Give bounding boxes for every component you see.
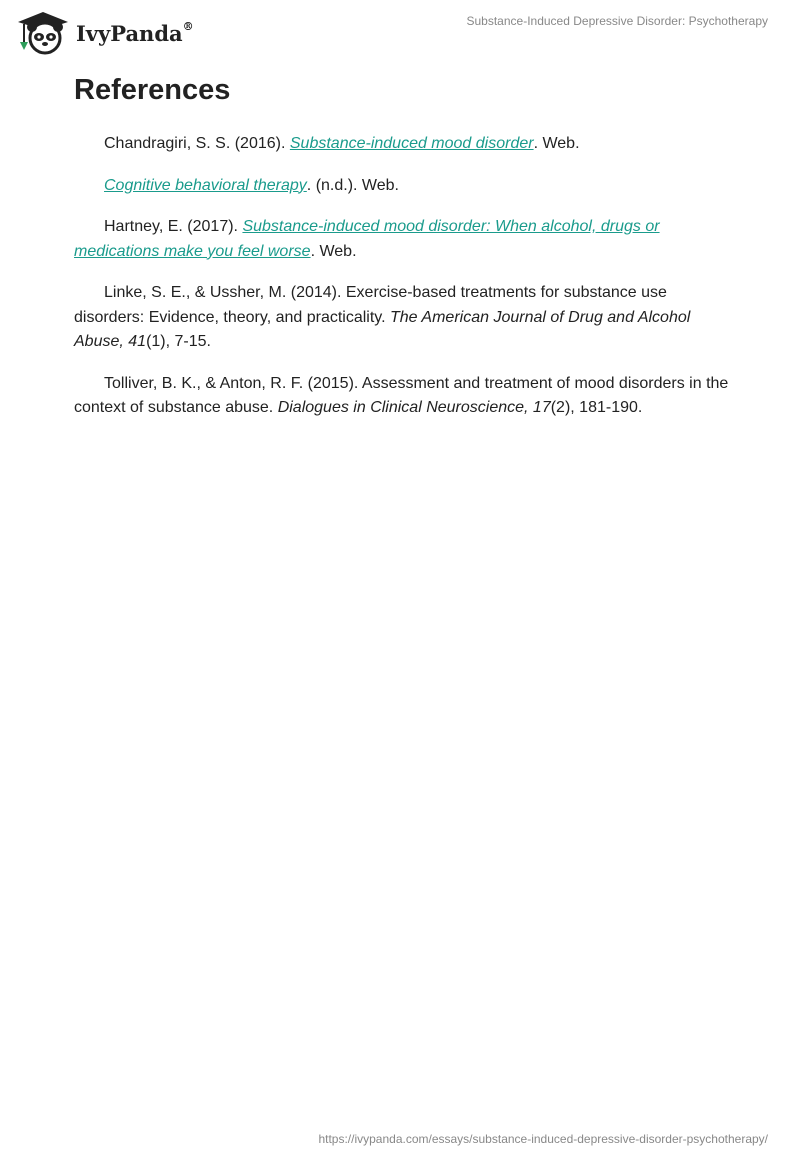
journal-title: Dialogues in Clinical Neuroscience, 17 bbox=[277, 399, 551, 416]
page-title: References bbox=[74, 74, 231, 106]
running-title: Substance-Induced Depressive Disorder: Psychotherapy bbox=[466, 14, 768, 28]
reference-item: Chandragiri, S. S. (2016). Substance-induced mood disorder. Web. bbox=[104, 135, 580, 152]
reference-link[interactable]: Substance-induced mood disorder: When alcohol, drugs or medications make you feel worse bbox=[74, 218, 660, 260]
reference-link[interactable]: Cognitive behavioral therapy bbox=[104, 176, 307, 194]
brand-name: IvyPanda® bbox=[76, 19, 194, 46]
reference-list bbox=[74, 132, 734, 438]
ivypanda-logo[interactable] bbox=[14, 8, 194, 56]
reference-link[interactable]: Substance-induced mood disorder bbox=[289, 135, 534, 152]
journal-title: The American Journal of Drug and Alcohol Abuse, 41 bbox=[74, 308, 691, 350]
reference-item: Cognitive behavioral therapy. (n.d.). Web. bbox=[104, 176, 399, 194]
reference-item: Hartney, E. (2017). Substance-induced mood disorder: When alcohol, drugs or medications make you feel worse. Web. bbox=[74, 218, 660, 260]
panda-graduation-icon bbox=[14, 8, 72, 56]
reference-item: Tolliver, B. K., & Anton, R. F. (2015). Assessment and treatment of mood disorders in the context of substance abuse. Dialogues in Clinical Neuroscience, 17(2), 181-190. bbox=[74, 374, 729, 416]
page-header bbox=[0, 0, 800, 64]
source-url[interactable]: https://ivypanda.com/essays/substance-induced-depressive-disorder-psychotherapy/ bbox=[318, 1132, 768, 1146]
reference-item: Linke, S. E., & Ussher, M. (2014). Exercise-based treatments for substance use disorders: Evidence, theory, and practicality. The American Journal of Drug and Alcohol Abuse, 41(1), 7-15. bbox=[74, 284, 691, 350]
